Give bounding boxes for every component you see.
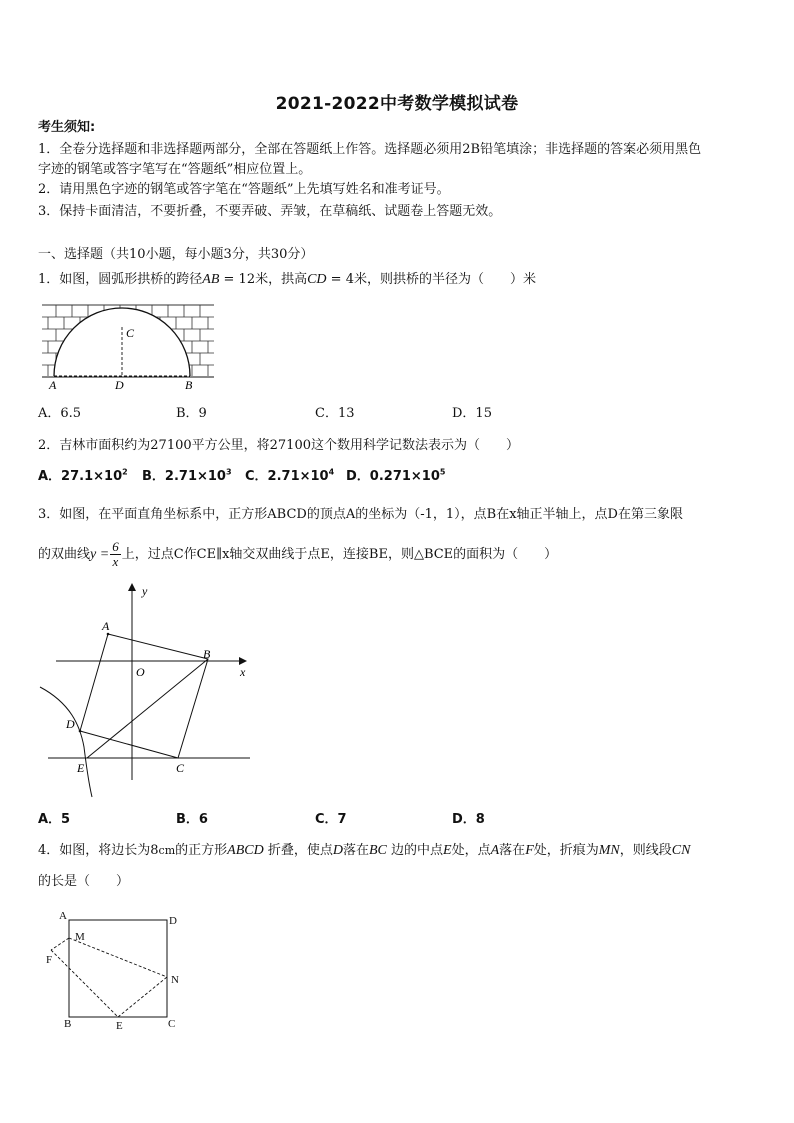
label-a: A [49, 378, 57, 392]
q1-option-b: B．9 [176, 406, 207, 421]
notice-line-1b: 字迹的钢笔或答字笔写在“答题纸”相应位置上。 [38, 162, 312, 177]
q2-option-a: A．$27.1\times 10^2$ [38, 467, 128, 484]
q3-fraction: $\frac{6}{x}$ [112, 539, 119, 569]
notice-line-3: 3．保持卡面清洁，不要折叠，不要弄破、弄皱，在草稿纸、试题卷上答题无效。 [38, 204, 502, 219]
label-d: D [169, 915, 177, 927]
q3-option-c: C．7 [315, 812, 347, 827]
q1-part3: = 4米，则拱桥的半径为（ ）米 [326, 272, 536, 287]
label-f: F [46, 954, 53, 966]
question-2: 2．吉林市面积约为27100平方公里，将27100这个数用科学记数法表示为（ ） [38, 438, 519, 453]
q3-option-a: A．5 [38, 812, 71, 827]
label-c: C [176, 761, 185, 775]
q2-option-b: B．$2.71\times 10^3$ [142, 467, 232, 484]
label-d: D [66, 717, 75, 731]
question-3-line-2: 的双曲线y = $\frac{6}{x}$ 上，过点C作CE∥x轴交双曲线于点E，连接BE，则△BCE的面积为（ ） [38, 539, 558, 569]
label-a: A [59, 910, 67, 922]
question-3-line-1: 3．如图，在平面直角坐标系中，正方形ABCD的顶点A的坐标为（-1，1），点B在x轴正半轴上，点D在第三象限 [38, 507, 683, 522]
section-heading: 一、选择题（共10小题，每小题3分，共30分） [38, 247, 314, 262]
notice-heading: 考生须知: [38, 120, 96, 135]
coordinate-figure [0, 575, 260, 805]
question-4-line-1: 4．如图，将边长为8cm的正方形ABCD 折叠，使点D落在BC 边的中点E处，点A落在F处，折痕为MN，则线段CN [38, 843, 691, 858]
page-title: 2021-2022中考数学模拟试卷 [275, 94, 519, 114]
question-4-line-2: 的长是（ ） [38, 874, 130, 889]
question-1 [38, 270, 536, 290]
label-y-axis: y [142, 584, 148, 598]
q1-option-d: D．15 [452, 406, 492, 421]
notice-line-1a: 1．全卷分选择题和非选择题两部分，全部在答题纸上作答。选择题必须用2B铅笔填涂；非选择题的答案必须用黑色 [38, 142, 702, 157]
folding-square-figure [40, 905, 190, 1035]
q2-option-c: C．$2.71\times 10^4$ [245, 467, 335, 484]
label-b: B [203, 647, 211, 661]
label-b: B [64, 1018, 72, 1030]
label-n: N [171, 974, 179, 986]
q1-option-a: A．6.5 [38, 406, 82, 421]
q2-option-d: D．$0.271\times 10^5$ [346, 467, 446, 484]
label-c: C [126, 326, 135, 340]
q1-math-cd: CD [307, 272, 327, 287]
label-b: B [185, 378, 193, 392]
label-e: E [77, 761, 85, 775]
arch-bridge-figure [38, 300, 218, 395]
label-d: D [115, 378, 124, 392]
q3-option-d: D．8 [452, 812, 485, 827]
label-m: M [75, 931, 85, 943]
label-x-axis: x [240, 665, 246, 679]
label-a: A [102, 619, 110, 633]
notice-line-2: 2．请用黑色字迹的钢笔或答字笔在“答题纸”上先填写姓名和准考证号。 [38, 182, 450, 197]
q3-eq-lhs: y = [90, 547, 110, 562]
q1-math-ab: AB [202, 272, 220, 287]
q1-part1: 1．如图，圆弧形拱桥的跨径 [38, 272, 203, 287]
q1-option-c: C．13 [315, 406, 355, 421]
q1-part2: = 12米，拱高 [219, 272, 308, 287]
label-o: O [136, 665, 145, 679]
label-c: C [168, 1018, 176, 1030]
label-e: E [116, 1020, 123, 1032]
q3-option-b: B．6 [176, 812, 208, 827]
